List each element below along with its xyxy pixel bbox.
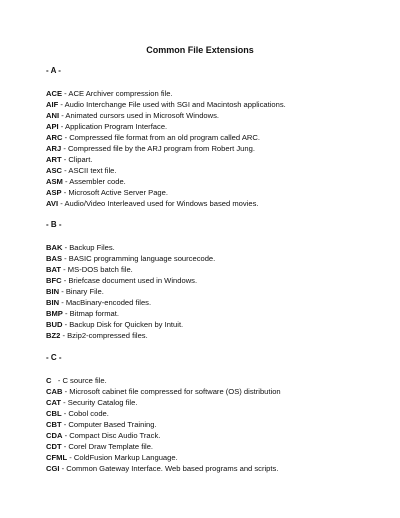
entry-list xyxy=(46,242,386,341)
extension-name: CDA xyxy=(46,431,63,440)
extension-description: Backup Disk for Quicken by Intuit. xyxy=(69,320,184,329)
extension-description: Microsoft cabinet file compressed for software (OS) distribution xyxy=(69,387,281,396)
separator: - xyxy=(59,111,66,120)
list-item xyxy=(46,297,386,308)
extension-description: Audio Interchange File used with SGI and Macintosh applications. xyxy=(64,100,286,109)
extension-description: Audio/Video Interleaved used for Windows based movies. xyxy=(64,199,259,208)
separator: - xyxy=(62,243,70,252)
extension-description: Bzip2-compressed files. xyxy=(67,331,148,340)
separator: - xyxy=(62,387,70,396)
list-item xyxy=(46,165,386,176)
extension-name: CAB xyxy=(46,387,63,396)
extension-name: CDT xyxy=(46,442,62,451)
separator: - xyxy=(60,331,68,340)
extension-name: BAK xyxy=(46,243,63,252)
list-item xyxy=(46,397,386,408)
extension-description: ColdFusion Markup Language. xyxy=(73,453,178,462)
extension-name: BFC xyxy=(46,276,62,285)
extension-description: Clipart. xyxy=(68,155,93,164)
extension-name: ART xyxy=(46,155,62,164)
extension-name: BIN xyxy=(46,298,60,307)
extension-description: ACE Archiver compression file. xyxy=(68,89,173,98)
extension-name: BMP xyxy=(46,309,63,318)
list-item xyxy=(46,330,386,341)
section-heading: - C - xyxy=(46,353,62,362)
extension-description: MacBinary-encoded files. xyxy=(65,298,152,307)
section-c xyxy=(46,352,386,474)
document-title: Common File Extensions xyxy=(146,45,254,55)
extension-name: ANI xyxy=(46,111,60,120)
extension-name: CAT xyxy=(46,398,62,407)
entry-list xyxy=(46,375,386,474)
extension-description: Computer Based Training. xyxy=(68,420,157,429)
separator: - xyxy=(67,453,74,462)
extension-description: MS-DOS batch file. xyxy=(67,265,133,274)
list-item xyxy=(46,198,386,209)
extension-description: Compressed file format from an old program called ARC. xyxy=(69,133,260,142)
extension-name: ACE xyxy=(46,89,63,98)
separator: - xyxy=(51,376,63,385)
extension-description: Binary File. xyxy=(65,287,104,296)
extension-description: Common Gateway Interface. Web based programs and scripts. xyxy=(66,464,279,473)
extension-description: C source file. xyxy=(62,376,107,385)
list-item xyxy=(46,319,386,330)
extension-name: BAT xyxy=(46,265,62,274)
list-item xyxy=(46,463,386,474)
extension-name: ARC xyxy=(46,133,63,142)
extension-name: C xyxy=(46,376,52,385)
list-item xyxy=(46,187,386,198)
list-item xyxy=(46,176,386,187)
separator: - xyxy=(62,431,70,440)
extension-description: Security Catalog file. xyxy=(67,398,138,407)
extension-description: Briefcase document used in Windows. xyxy=(68,276,198,285)
list-item xyxy=(46,375,386,386)
separator: - xyxy=(61,188,69,197)
separator: - xyxy=(62,89,69,98)
extension-description: Backup Files. xyxy=(69,243,115,252)
list-item xyxy=(46,132,386,143)
extension-description: Application Program Interface. xyxy=(65,122,168,131)
separator: - xyxy=(62,166,69,175)
separator: - xyxy=(62,309,70,318)
separator: - xyxy=(61,144,68,153)
extension-name: BUD xyxy=(46,320,63,329)
list-item xyxy=(46,154,386,165)
extension-name: BAS xyxy=(46,254,63,263)
list-item xyxy=(46,110,386,121)
extension-description: BASIC programming language sourcecode. xyxy=(68,254,216,263)
list-item xyxy=(46,430,386,441)
list-item xyxy=(46,143,386,154)
list-item xyxy=(46,308,386,319)
separator: - xyxy=(59,287,66,296)
section-b xyxy=(46,219,386,341)
separator: - xyxy=(61,409,69,418)
extension-description: Animated cursors used in Microsoft Windows. xyxy=(65,111,220,120)
list-item xyxy=(46,264,386,275)
list-item xyxy=(46,275,386,286)
separator: - xyxy=(59,464,67,473)
separator: - xyxy=(61,155,69,164)
list-item xyxy=(46,242,386,253)
list-item xyxy=(46,452,386,463)
separator: - xyxy=(62,133,70,142)
extension-description: Assembler code. xyxy=(69,177,126,186)
extension-description: Cobol code. xyxy=(68,409,109,418)
extension-name: ARJ xyxy=(46,144,62,153)
extension-name: CBL xyxy=(46,409,62,418)
list-item xyxy=(46,253,386,264)
separator: - xyxy=(58,122,66,131)
separator: - xyxy=(61,420,69,429)
extension-name: CBT xyxy=(46,420,62,429)
separator: - xyxy=(61,442,69,451)
list-item xyxy=(46,441,386,452)
extension-name: CFML xyxy=(46,453,68,462)
entry-list xyxy=(46,88,386,209)
separator: - xyxy=(62,320,70,329)
extension-description: Corel Draw Template file. xyxy=(68,442,154,451)
extension-name: ASC xyxy=(46,166,63,175)
extension-description: Compact Disc Audio Track. xyxy=(69,431,161,440)
extension-name: BZ2 xyxy=(46,331,61,340)
extension-name: BIN xyxy=(46,287,60,296)
list-item xyxy=(46,88,386,99)
separator: - xyxy=(59,298,66,307)
section-heading: - A - xyxy=(46,66,61,75)
separator: - xyxy=(58,199,65,208)
separator: - xyxy=(62,254,69,263)
extension-name: ASM xyxy=(46,177,63,186)
separator: - xyxy=(61,276,69,285)
extension-description: ASCII text file. xyxy=(68,166,117,175)
separator: - xyxy=(62,177,70,186)
section-a xyxy=(46,65,386,209)
extension-name: ASP xyxy=(46,188,62,197)
extension-description: Bitmap format. xyxy=(69,309,119,318)
extension-name: CGI xyxy=(46,464,60,473)
separator: - xyxy=(61,398,68,407)
list-item xyxy=(46,99,386,110)
extension-name: AIF xyxy=(46,100,59,109)
list-item xyxy=(46,386,386,397)
separator: - xyxy=(58,100,65,109)
separator: - xyxy=(61,265,68,274)
extension-description: Compressed file by the ARJ program from Robert Jung. xyxy=(67,144,255,153)
list-item xyxy=(46,286,386,297)
list-item xyxy=(46,121,386,132)
extension-name: API xyxy=(46,122,59,131)
extension-name: AVI xyxy=(46,199,59,208)
list-item xyxy=(46,408,386,419)
extension-description: Microsoft Active Server Page. xyxy=(68,188,168,197)
list-item xyxy=(46,419,386,430)
section-heading: - B - xyxy=(46,220,62,229)
